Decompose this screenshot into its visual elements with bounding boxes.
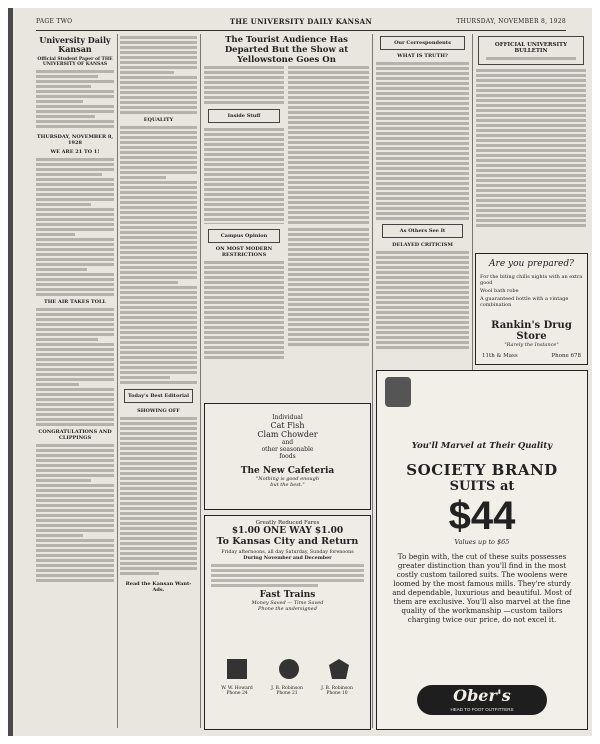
obers-logo-sub: HEAD TO FOOT OUTFITTERS — [450, 707, 514, 712]
column-rule — [117, 34, 118, 728]
opinion-heading: EQUALITY — [143, 117, 174, 123]
fares-amount: $1.00 ONE WAY $1.00 — [231, 526, 344, 536]
campus-opinion-heading: ON MOST MODERN RESTRICTIONS — [215, 246, 273, 258]
man-illustration-icon — [385, 377, 411, 407]
rankin-line: Wool bath robe — [480, 288, 519, 294]
bulletin-header-box — [478, 36, 584, 65]
agent-phone: Phone 10 — [326, 691, 348, 696]
correspondents-box — [380, 36, 465, 50]
want-ads-note: Read the Kansan Want-Ads. — [125, 581, 192, 593]
brand-name: SOCIETY BRAND — [406, 461, 558, 479]
column-rule — [200, 34, 201, 728]
best-editorial-box — [124, 389, 193, 403]
ad-body-copy: To begin with, the cut of these suits possesses greater distinction than you'll find in the most costly custom tailored suits. The woolens were loomed by the most famous mills. They're sturdy and dependable, luxurious and beautiful. Most of them are exclusive. You'll also marvel at the fine quality of the workmanship —custom tailors charging twice our price, do not excel it. — [392, 552, 572, 624]
cafeteria-name: The New Cafeteria — [240, 466, 335, 476]
agent-name: J. B. Robinson — [321, 686, 353, 691]
cafeteria-line: other seasonable — [261, 446, 314, 453]
fares-line: During November and December — [243, 555, 332, 561]
obers-logo-text: Ober's — [453, 686, 511, 705]
obers-society-brand-ad — [376, 370, 588, 730]
agent-name: W. W. Howard — [221, 686, 253, 691]
nameplate: University Daily Kansan — [39, 35, 111, 55]
editorial-heading: WE ARE 21 TO 1! — [50, 149, 100, 156]
fares-line: Friday afternoons, all day Saturday, Sunday forenoons — [221, 550, 354, 555]
union-pacific-logo-icon — [329, 659, 349, 679]
railroad-logo-icon — [227, 659, 247, 679]
cafeteria-line: Cat Fish — [270, 421, 305, 430]
campus-opinion — [204, 226, 284, 396]
rankin-tagline: "Rarely the Instance" — [504, 342, 559, 348]
fast-trains-phone: Phone the undersigned — [258, 606, 317, 612]
letter-heading: DELAYED CRITICISM — [392, 242, 453, 248]
as-others-box — [382, 224, 463, 238]
fares-headline: To Kansas City and Return — [216, 536, 359, 547]
opinion-heading: SHOWING OFF — [137, 408, 180, 414]
rankin-line: A guaranteed bottle with a vintage combination — [480, 296, 569, 308]
nameplate-subtitle: Official Student Paper of THE UNIVERSITY OF KANSAS — [37, 57, 113, 68]
rankin-address: 11th & Mass — [482, 353, 518, 359]
bulletin-title: OFFICIAL UNIVERSITY BULLETIN — [494, 42, 568, 54]
binding-edge — [8, 8, 13, 736]
correspondents-column — [376, 34, 469, 394]
column-rule — [372, 34, 373, 728]
values-line: Values up to $65 — [454, 538, 510, 546]
cafeteria-line: Individual — [272, 414, 303, 421]
issue-date: THURSDAY, NOVEMBER 8, 1928 — [456, 18, 566, 25]
page-masthead — [36, 16, 566, 31]
rankin-line: For the biting chills nights with an extra good — [480, 274, 583, 286]
editorial-heading: CONGRATULATIONS AND CLIPPINGS — [38, 429, 112, 442]
feature-headline: The Tourist Audience Has Departed But the Show at Yellowstone Goes On — [224, 35, 349, 65]
rankin-store-name: Rankin's Drug Store — [491, 320, 572, 342]
cafeteria-tagline: but the best." — [270, 482, 305, 488]
rankin-drug-store-ad — [475, 253, 588, 365]
suits-at: SUITS at — [449, 479, 515, 494]
fares-top: Greatly Reduced Fares — [255, 520, 320, 526]
obers-logo — [417, 685, 547, 715]
fast-trains-sub: Money Saved — Time Saved — [251, 600, 324, 606]
cafeteria-tagline: "Nothing is good enough — [255, 476, 320, 482]
editorial-heading: THE AIR TAKES TOLL — [43, 299, 107, 306]
inside-stuff-box — [208, 109, 280, 123]
rankin-phone: Phone 678 — [551, 353, 581, 359]
fast-trains-title: Fast Trains — [259, 590, 316, 600]
paper-title: THE UNIVERSITY DAILY KANSAN — [229, 17, 373, 26]
agent-name: J. B. Robinson — [271, 686, 303, 691]
correspondents-title: Our Correspondents — [394, 40, 451, 46]
university-bulletin — [476, 34, 586, 234]
campus-opinion-title: Campus Opinion — [220, 233, 268, 239]
rock-island-logo-icon — [279, 659, 299, 679]
best-editorial-title: Today's Best Editorial — [127, 393, 189, 399]
editorial-column — [36, 34, 114, 728]
newspaper-page — [8, 8, 592, 736]
as-others-title: As Others See It — [399, 228, 446, 234]
cafeteria-line: foods — [279, 453, 296, 460]
marvel-headline: You'll Marvel at Their Quality — [411, 441, 553, 451]
cafeteria-ad — [204, 403, 371, 510]
letter-heading: WHAT IS TRUTH? — [397, 53, 448, 59]
railroad-fares-ad — [204, 515, 371, 730]
agent-phone: Phone 24 — [226, 691, 248, 696]
feature-continued — [288, 226, 369, 396]
feature-story — [204, 34, 369, 224]
cafeteria-line: and — [281, 439, 294, 446]
cafeteria-line: Clam Chowder — [257, 430, 318, 439]
agent-phone: Phone 21 — [276, 691, 298, 696]
opinion-column — [120, 34, 197, 728]
suit-price: $44 — [448, 494, 516, 538]
page-number: PAGE TWO — [36, 18, 73, 25]
campus-opinion-box — [208, 229, 280, 243]
editorial-date: THURSDAY, NOVEMBER 8, 1928 — [36, 134, 114, 147]
rankin-question: Are you prepared? — [489, 259, 574, 269]
inside-stuff-title: Inside Stuff — [227, 113, 261, 119]
